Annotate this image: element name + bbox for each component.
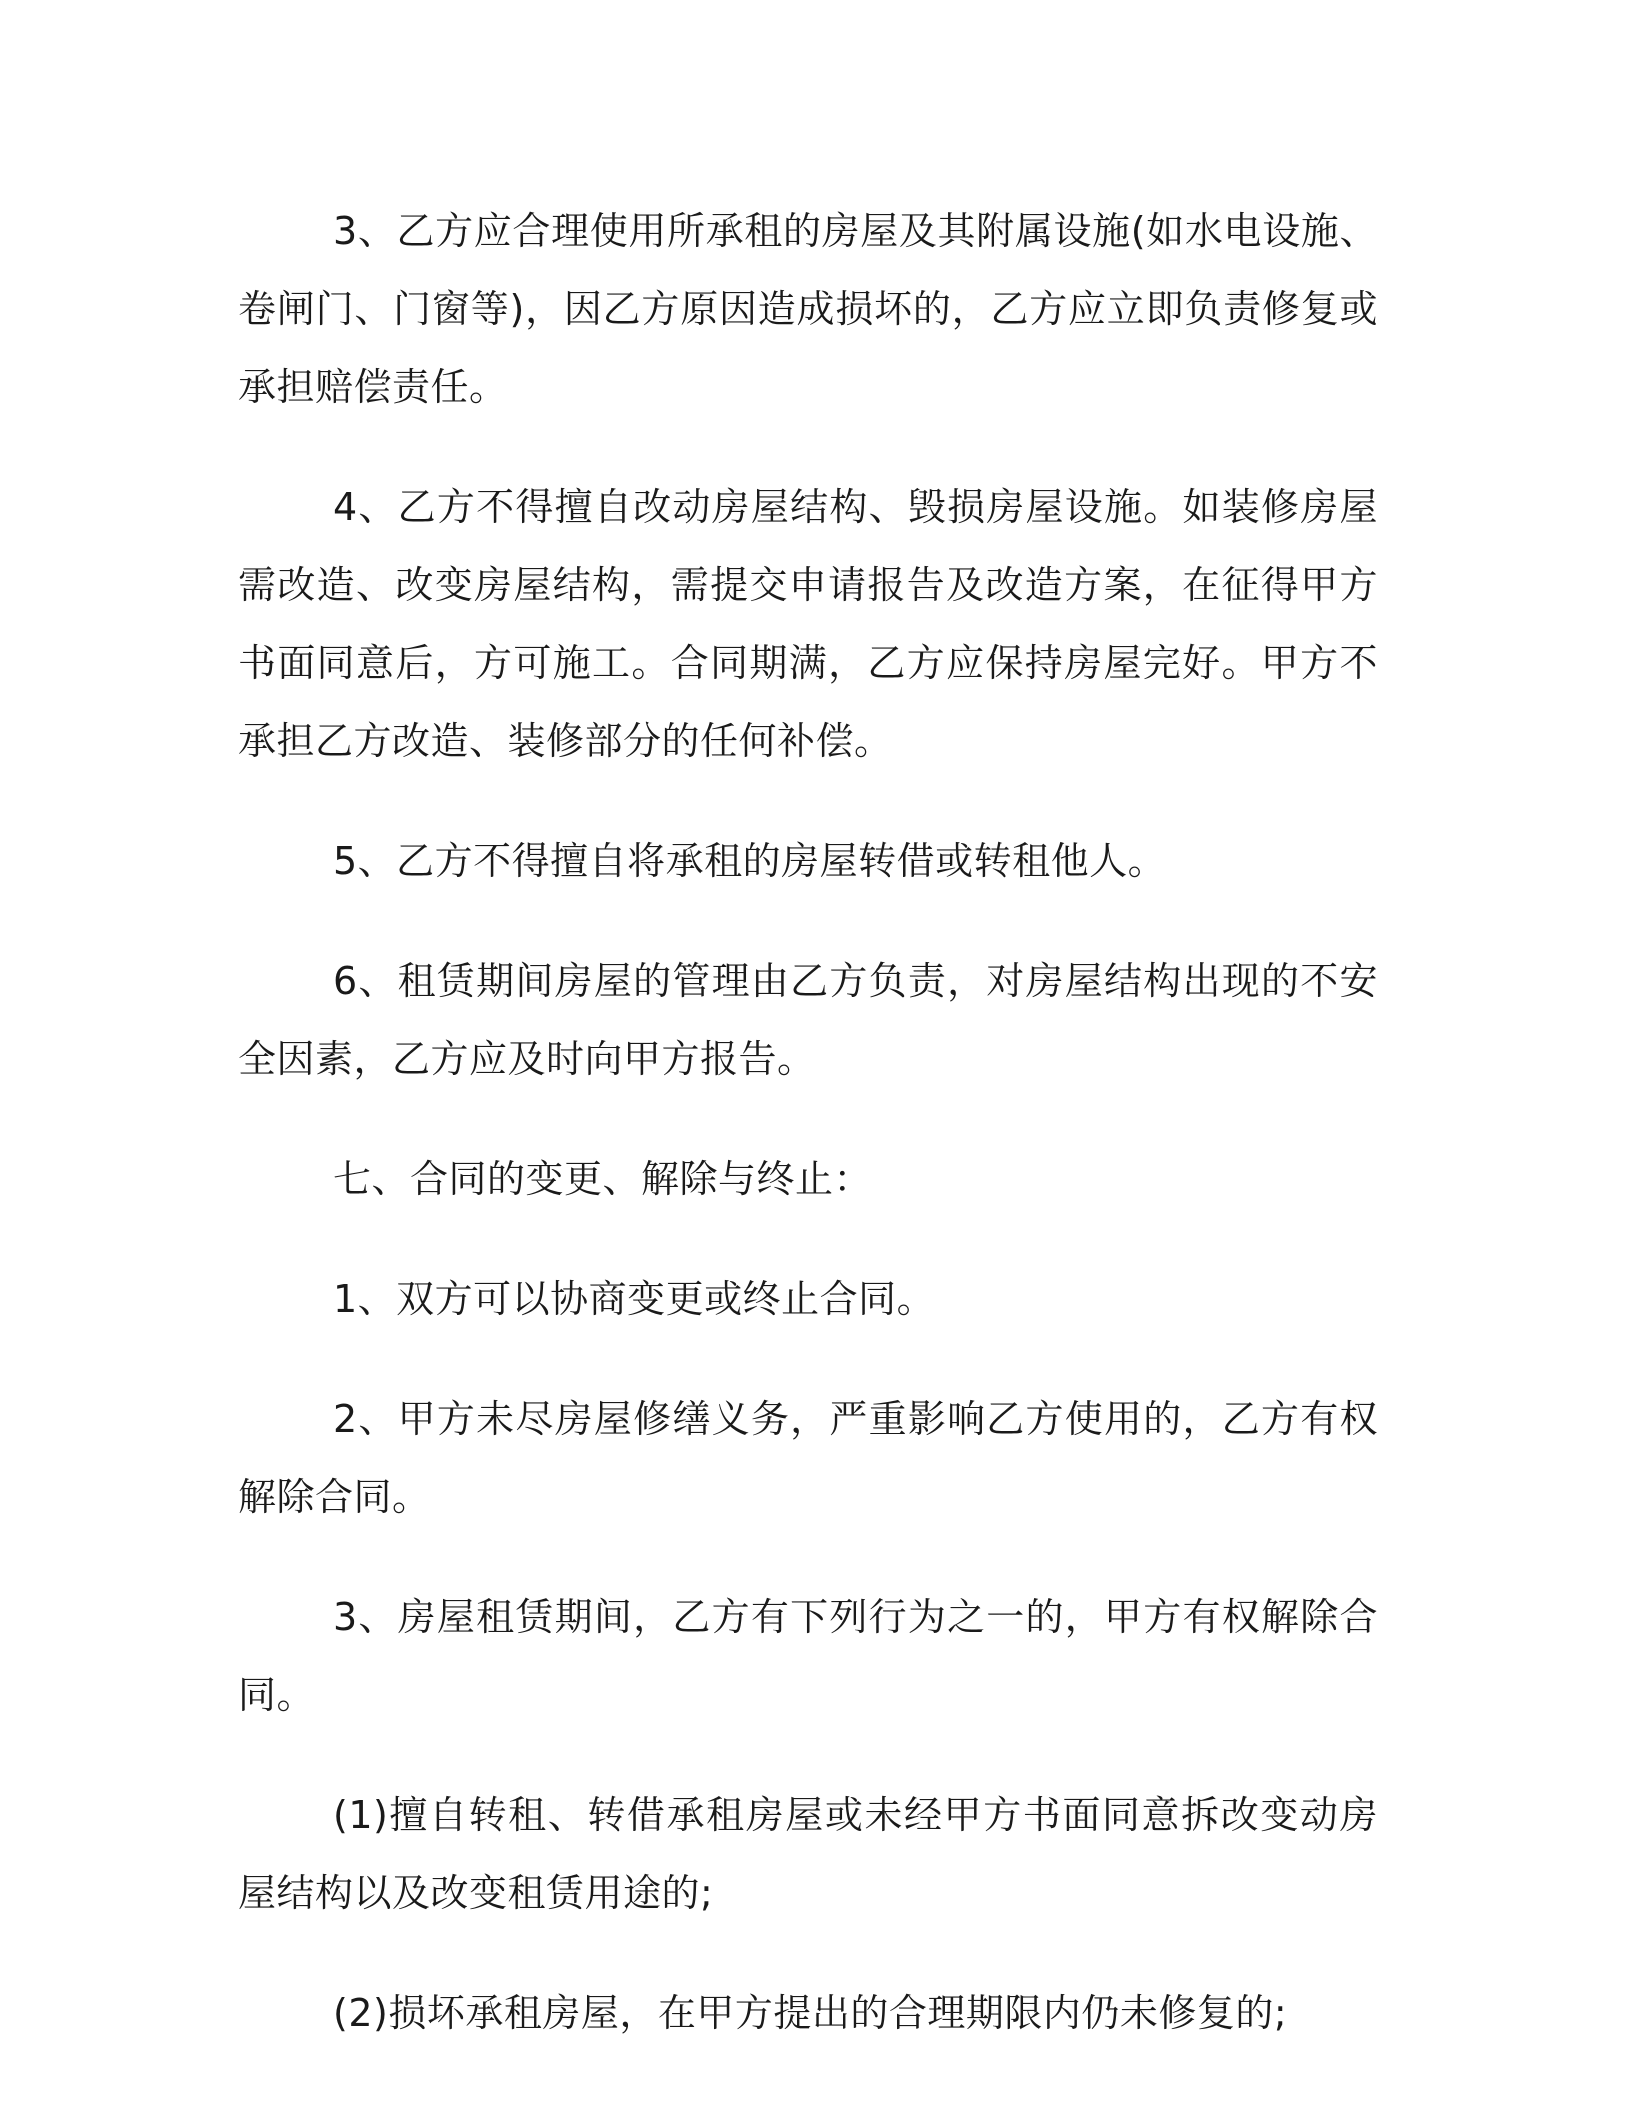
paragraph-termination-item-2: (2)损坏承租房屋，在甲方提出的合理期限内仍未修复的; bbox=[333, 1991, 1288, 2035]
paragraph-termination-1: 1、双方可以协商变更或终止合同。 bbox=[333, 1277, 936, 1321]
paragraph-clause-4-structure-changes: 4、乙方不得擅自改动房屋结构、毁损房屋设施。如装修房屋需改造、改变房屋结构，需提交申请报告及改造方案，在征得甲方书面同意后，方可施工。合同期满，乙方应保持房屋完好。甲方不承担乙方改造、装修部分的任何补偿。 bbox=[238, 485, 1378, 763]
paragraph-clause-5-no-sublet: 5、乙方不得擅自将承租的房屋转借或转租他人。 bbox=[333, 839, 1167, 883]
paragraph-termination-3: 3、房屋租赁期间，乙方有下列行为之一的，甲方有权解除合同。 bbox=[238, 1595, 1378, 1717]
paragraph-termination-2: 2、甲方未尽房屋修缮义务，严重影响乙方使用的，乙方有权解除合同。 bbox=[238, 1397, 1378, 1519]
paragraph-clause-6-management: 6、租赁期间房屋的管理由乙方负责，对房屋结构出现的不安全因素，乙方应及时向甲方报告。 bbox=[238, 959, 1378, 1081]
document-body bbox=[238, 192, 1378, 2094]
paragraph-termination-item-1: (1)擅自转租、转借承租房屋或未经甲方书面同意拆改变动房屋结构以及改变租赁用途的; bbox=[238, 1793, 1378, 1915]
section-heading-contract-changes: 七、合同的变更、解除与终止： bbox=[333, 1157, 873, 1201]
paragraph-clause-3-use-of-premises: 3、乙方应合理使用所承租的房屋及其附属设施(如水电设施、卷闸门、门窗等)，因乙方原因造成损坏的，乙方应立即负责修复或承担赔偿责任。 bbox=[238, 209, 1378, 409]
